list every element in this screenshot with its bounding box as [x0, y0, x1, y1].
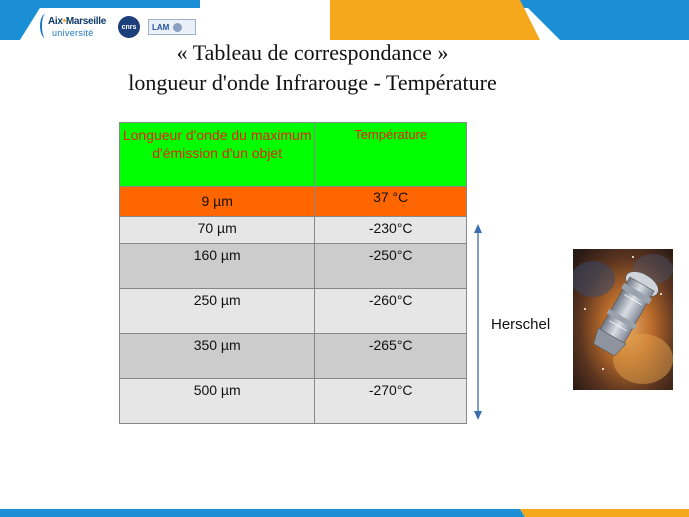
temperature-cell: -265°C — [315, 334, 467, 379]
wavelength-cell: 70 µm — [120, 217, 315, 244]
aix-marseille-logo: Aix•Marseille université — [40, 13, 110, 41]
table-row — [120, 187, 467, 217]
cnrs-logo: cnrs — [118, 16, 140, 38]
temperature-cell: 37 °C — [315, 187, 467, 217]
table-row — [120, 334, 467, 379]
table-row — [120, 244, 467, 289]
wavelength-cell: 9 µm — [120, 187, 315, 217]
header-temperature: Température — [315, 123, 467, 187]
correspondence-table — [119, 122, 467, 424]
wavelength-cell: 160 µm — [120, 244, 315, 289]
table-row — [120, 217, 467, 244]
wavelength-cell: 250 µm — [120, 289, 315, 334]
herschel-telescope-image — [573, 249, 673, 390]
header-wavelength: Longueur d'onde du maximum d'émission d'un objet — [120, 123, 315, 187]
footer-banner — [0, 505, 689, 517]
header-logos — [40, 12, 196, 42]
table-header-row — [120, 123, 467, 187]
slide-title-line2: longueur d'onde Infrarouge - Température — [128, 70, 497, 95]
temperature-cell: -230°C — [315, 217, 467, 244]
herschel-label: Herschel — [491, 316, 551, 333]
temperature-cell: -270°C — [315, 379, 467, 424]
wavelength-cell: 500 µm — [120, 379, 315, 424]
temperature-cell: -260°C — [315, 289, 467, 334]
lam-logo: LAM — [148, 19, 196, 35]
table-row — [120, 379, 467, 424]
temperature-cell: -250°C — [315, 244, 467, 289]
range-double-arrow-icon — [471, 224, 485, 420]
slide-title-line1: « Tableau de correspondance » — [176, 40, 449, 65]
table-row — [120, 289, 467, 334]
wavelength-cell: 350 µm — [120, 334, 315, 379]
